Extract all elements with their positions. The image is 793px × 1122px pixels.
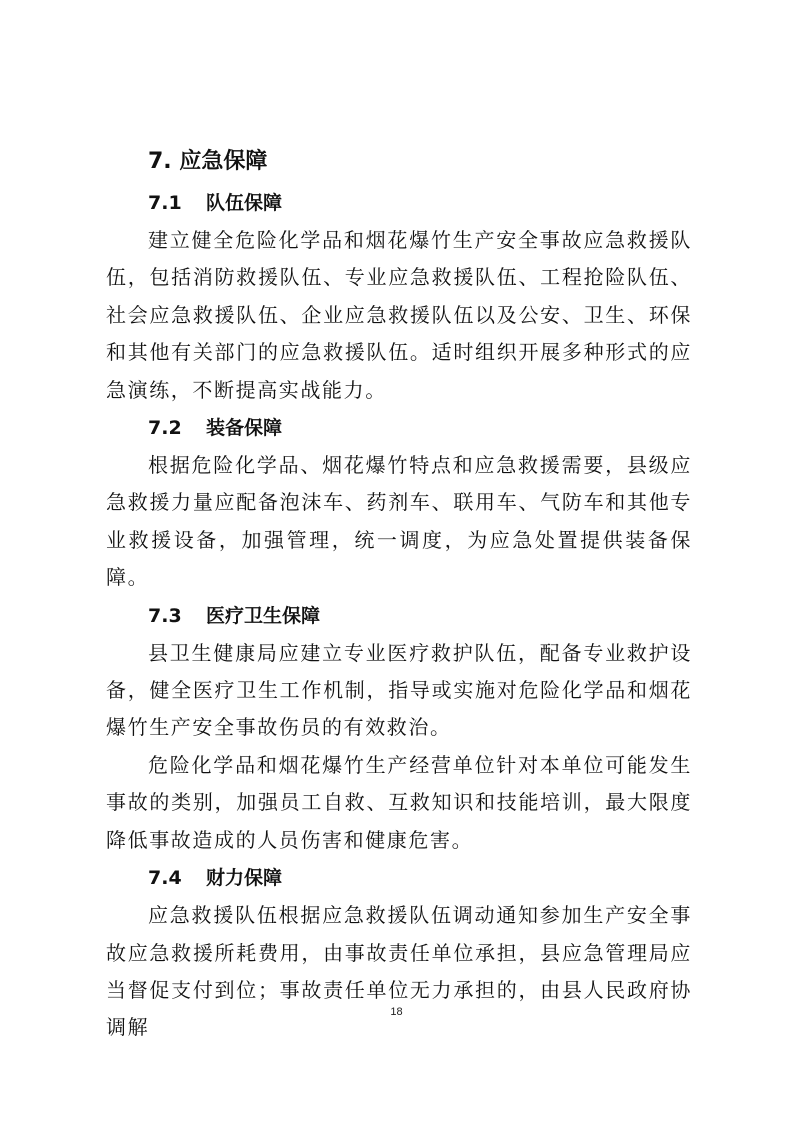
- section-heading: 7. 应急保障: [148, 149, 268, 174]
- subsection-title: 医疗卫生保障: [206, 604, 321, 627]
- page-number: 18: [390, 1006, 403, 1018]
- subsection-heading-7-4: [106, 859, 692, 897]
- paragraph: 危险化学品和烟花爆竹生产经营单位针对本单位可能发生事故的类别，加强员工自救、互救知识和技能培训，最大限度降低事故造成的人员伤害和健康危害。: [106, 752, 692, 852]
- subsection-title: 队伍保障: [206, 192, 283, 214]
- subsection-heading-7-3: [106, 597, 692, 635]
- subsection-title: 财力保障: [206, 867, 283, 890]
- paragraph: 县卫生健康局应建立专业医疗救护队伍，配备专业救护设备，健全医疗卫生工作机制，指导或实施对危险化学品和烟花爆竹生产安全事故伤员的有效救治。: [106, 640, 692, 740]
- subsection-title: 装备保障: [206, 417, 283, 440]
- subsection-number: 7.1: [148, 192, 182, 214]
- paragraph: 根据危险化学品、烟花爆竹特点和应急救援需要，县级应急救援力量应配备泡沫车、药剂车、联用车、气防车和其他专业救援设备，加强管理，统一调度，为应急处置提供装备保障。: [106, 453, 692, 590]
- page-content: [106, 144, 692, 1047]
- subsection-number: 7.3: [148, 604, 182, 627]
- subsection-heading-7-2: [106, 409, 692, 447]
- paragraph: 应急救援队伍根据应急救援队伍调动通知参加生产安全事故应急救援所耗费用，由事故责任单位承担，县应急管理局应当督促支付到位；事故责任单位无力承担的，由县人民政府协调解: [106, 903, 692, 1040]
- paragraph: 建立健全危险化学品和烟花爆竹生产安全事故应急救援队伍，包括消防救援队伍、专业应急救援队伍、工程抢险队伍、社会应急救援队伍、企业应急救援队伍以及公安、卫生、环保和其他有关部门的应急救援队伍。适时组织开展多种形式的应急演练，不断提高实战能力。: [106, 228, 692, 402]
- subsection-number: 7.4: [148, 867, 182, 890]
- subsection-number: 7.2: [148, 417, 182, 440]
- subsection-heading-7-1: [106, 184, 692, 222]
